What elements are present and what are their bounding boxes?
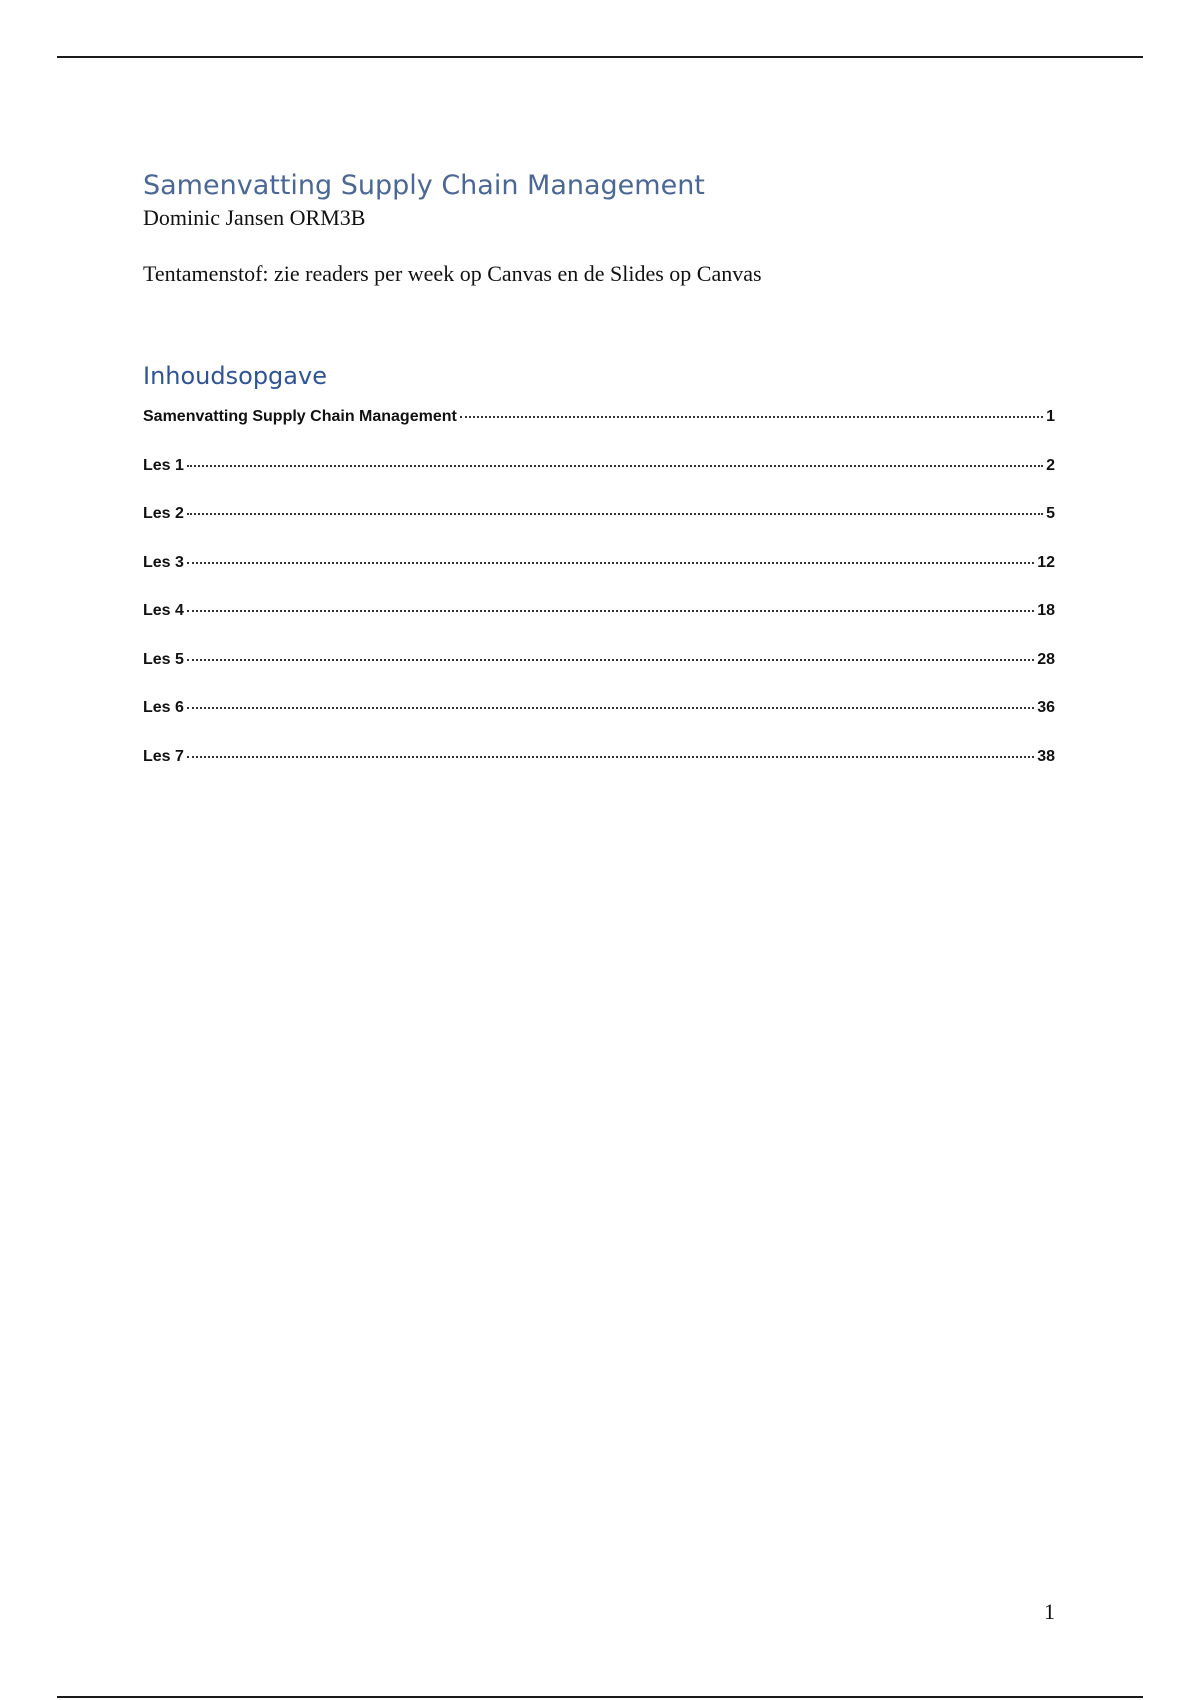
toc-entry-les-7[interactable] [143,748,1055,797]
toc-entry-label: Les 7 [143,747,184,765]
toc-entry-page: 5 [1046,505,1055,522]
header-rule [57,56,1143,58]
toc-entry-page: 28 [1037,650,1055,668]
toc-dot-leader [460,416,1043,418]
document-body [143,168,1055,796]
document-title: Samenvatting Supply Chain Management [143,170,705,201]
toc-dot-leader [187,756,1034,758]
toc-dot-leader [187,513,1043,515]
toc-entry-page: 36 [1037,699,1055,716]
toc-entry-label: Les 1 [143,456,184,474]
toc-entry-label: Les 3 [143,553,184,571]
toc-dot-leader [187,465,1043,467]
toc-entry-page: 18 [1037,602,1055,619]
exam-material-note: Tentamenstof: zie readers per week op Canvas en de Slides op Canvas [143,261,762,286]
toc-dot-leader [187,707,1034,709]
toc-dot-leader [187,659,1034,661]
toc-entry-les-2[interactable] [143,505,1055,554]
toc-entry-samenvatting[interactable] [143,408,1055,457]
toc-entry-page: 2 [1046,456,1055,474]
toc-entry-label: Les 6 [143,699,184,716]
toc-entry-page: 38 [1037,747,1055,765]
toc-dot-leader [187,610,1034,612]
author-line: Dominic Jansen ORM3B [143,205,366,230]
toc-entry-page: 12 [1037,553,1055,571]
toc-entry-les-6[interactable] [143,699,1055,748]
toc-entry-label: Samenvatting Supply Chain Management [143,408,457,425]
page-number: 1 [1044,1599,1055,1624]
toc-entry-label: Les 2 [143,505,184,522]
toc-entry-page: 1 [1046,408,1055,425]
toc-entry-les-3[interactable] [143,554,1055,603]
toc-entry-les-4[interactable] [143,602,1055,651]
toc-entry-les-1[interactable] [143,457,1055,506]
table-of-contents [143,408,1055,796]
toc-heading: Inhoudsopgave [143,362,327,390]
footer-rule [57,1696,1143,1698]
toc-entry-label: Les 5 [143,650,184,668]
toc-entry-label: Les 4 [143,602,184,619]
toc-entry-les-5[interactable] [143,651,1055,700]
toc-dot-leader [187,562,1034,564]
